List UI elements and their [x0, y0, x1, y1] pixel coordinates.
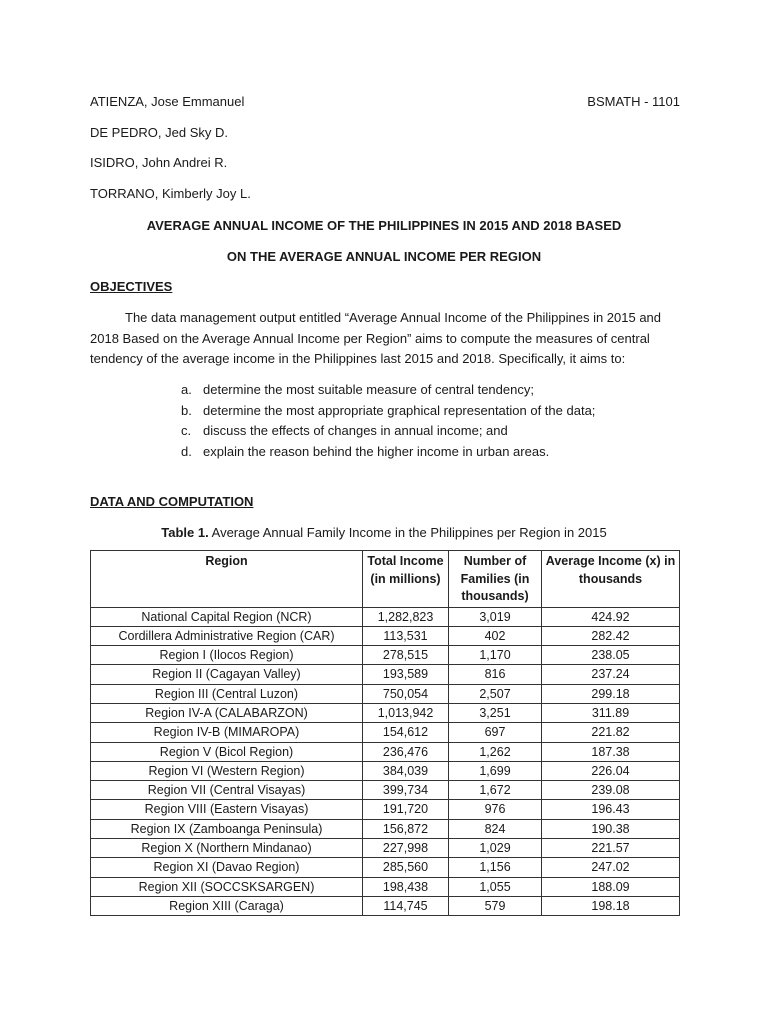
cell-total-income: 1,282,823: [363, 607, 449, 626]
cell-number-of-families: 1,170: [449, 646, 542, 665]
cell-region: Region IV-B (MIMAROPA): [91, 723, 363, 742]
table-row: [91, 607, 680, 626]
author-name: DE PEDRO, Jed Sky D.: [90, 125, 228, 140]
cell-number-of-families: 579: [449, 896, 542, 915]
cell-region: Region VI (Western Region): [91, 761, 363, 780]
table-row: [91, 723, 680, 742]
cell-total-income: 113,531: [363, 626, 449, 645]
table-row: [91, 896, 680, 915]
cell-average-income: 238.05: [542, 646, 680, 665]
cell-average-income: 187.38: [542, 742, 680, 761]
table-row: [91, 800, 680, 819]
table-caption-label: Table 1.: [161, 525, 209, 540]
table-row: [91, 646, 680, 665]
cell-number-of-families: 1,156: [449, 858, 542, 877]
cell-total-income: 384,039: [363, 761, 449, 780]
list-item: b. determine the most appropriate graphical representation of the data;: [181, 402, 596, 418]
course-code: BSMATH - 1101: [587, 94, 680, 109]
header-number-of-families: Number of Families (in thousands): [449, 551, 542, 608]
cell-region: Region XII (SOCCSKSARGEN): [91, 877, 363, 896]
cell-region: Region II (Cagayan Valley): [91, 665, 363, 684]
table-row: [91, 781, 680, 800]
table-row: [91, 742, 680, 761]
cell-region: Region IX (Zamboanga Peninsula): [91, 819, 363, 838]
cell-average-income: 226.04: [542, 761, 680, 780]
author-name: ISIDRO, John Andrei R.: [90, 155, 228, 170]
cell-average-income: 311.89: [542, 703, 680, 722]
cell-total-income: 750,054: [363, 684, 449, 703]
table-row: [91, 839, 680, 858]
list-item: c. discuss the effects of changes in annual income; and: [181, 423, 508, 438]
cell-number-of-families: 1,262: [449, 742, 542, 761]
cell-region: Region X (Northern Mindanao): [91, 839, 363, 858]
document-title-line-2: ON THE AVERAGE ANNUAL INCOME PER REGION: [226, 249, 542, 264]
cell-region: Region III (Central Luzon): [91, 684, 363, 703]
cell-total-income: 191,720: [363, 800, 449, 819]
cell-total-income: 193,589: [363, 665, 449, 684]
header-average-income: Average Income (x) in thousands: [542, 551, 680, 608]
objectives-paragraph: The data management output entitled “Average Annual Income of the Philippines in 2015 and 2018 Based on the Average Annual Income per Region” aims to compute the measures of central tendency of the average income in the Philippines last 2015 and 2018. Specifically, it aims to:: [90, 310, 662, 366]
cell-total-income: 156,872: [363, 819, 449, 838]
table-row: [91, 703, 680, 722]
table-row: [91, 761, 680, 780]
cell-total-income: 114,745: [363, 896, 449, 915]
cell-total-income: 154,612: [363, 723, 449, 742]
table-row: [91, 819, 680, 838]
cell-region: Region VII (Central Visayas): [91, 781, 363, 800]
cell-region: Region IV-A (CALABARZON): [91, 703, 363, 722]
cell-average-income: 239.08: [542, 781, 680, 800]
cell-number-of-families: 2,507: [449, 684, 542, 703]
table-header-row: [91, 551, 680, 608]
cell-number-of-families: 1,029: [449, 839, 542, 858]
cell-number-of-families: 402: [449, 626, 542, 645]
table-row: [91, 626, 680, 645]
author-name: ATIENZA, Jose Emmanuel: [90, 94, 245, 109]
cell-average-income: 198.18: [542, 896, 680, 915]
header-region: Region: [91, 551, 363, 608]
cell-number-of-families: 1,672: [449, 781, 542, 800]
cell-number-of-families: 976: [449, 800, 542, 819]
list-item: a. determine the most suitable measure of central tendency;: [181, 382, 534, 397]
author-name: TORRANO, Kimberly Joy L.: [90, 186, 251, 201]
table-row: [91, 684, 680, 703]
cell-total-income: 236,476: [363, 742, 449, 761]
table-body: [91, 607, 680, 916]
list-item: d. explain the reason behind the higher income in urban areas.: [181, 443, 550, 459]
cell-region: Region V (Bicol Region): [91, 742, 363, 761]
cell-number-of-families: 1,055: [449, 877, 542, 896]
document-title-line-1: AVERAGE ANNUAL INCOME OF THE PHILIPPINES IN 2015 AND 2018 BASED: [146, 218, 622, 233]
cell-total-income: 227,998: [363, 839, 449, 858]
cell-total-income: 278,515: [363, 646, 449, 665]
cell-number-of-families: 1,699: [449, 761, 542, 780]
cell-number-of-families: 697: [449, 723, 542, 742]
cell-average-income: 424.92: [542, 607, 680, 626]
cell-total-income: 198,438: [363, 877, 449, 896]
cell-number-of-families: 824: [449, 819, 542, 838]
cell-region: National Capital Region (NCR): [91, 607, 363, 626]
cell-average-income: 188.09: [542, 877, 680, 896]
cell-average-income: 221.57: [542, 839, 680, 858]
cell-average-income: 282.42: [542, 626, 680, 645]
cell-number-of-families: 3,019: [449, 607, 542, 626]
objectives-list: [181, 380, 595, 462]
income-table: [90, 550, 680, 916]
cell-average-income: 299.18: [542, 684, 680, 703]
cell-total-income: 285,560: [363, 858, 449, 877]
cell-average-income: 196.43: [542, 800, 680, 819]
cell-region: Cordillera Administrative Region (CAR): [91, 626, 363, 645]
cell-average-income: 221.82: [542, 723, 680, 742]
cell-region: Region I (Ilocos Region): [91, 646, 363, 665]
cell-region: Region VIII (Eastern Visayas): [91, 800, 363, 819]
cell-average-income: 237.24: [542, 665, 680, 684]
cell-number-of-families: 816: [449, 665, 542, 684]
cell-number-of-families: 3,251: [449, 703, 542, 722]
table-row: [91, 877, 680, 896]
table-row: [91, 665, 680, 684]
objectives-heading: OBJECTIVES: [90, 279, 173, 294]
cell-region: Region XI (Davao Region): [91, 858, 363, 877]
cell-total-income: 399,734: [363, 781, 449, 800]
table-caption: [0, 525, 768, 540]
table-caption-text: Average Annual Family Income in the Philippines per Region in 2015: [211, 525, 607, 540]
cell-average-income: 247.02: [542, 858, 680, 877]
cell-total-income: 1,013,942: [363, 703, 449, 722]
table-row: [91, 858, 680, 877]
data-computation-heading: DATA AND COMPUTATION: [90, 494, 254, 509]
cell-region: Region XIII (Caraga): [91, 896, 363, 915]
cell-average-income: 190.38: [542, 819, 680, 838]
header-total-income: Total Income (in millions): [363, 551, 449, 608]
